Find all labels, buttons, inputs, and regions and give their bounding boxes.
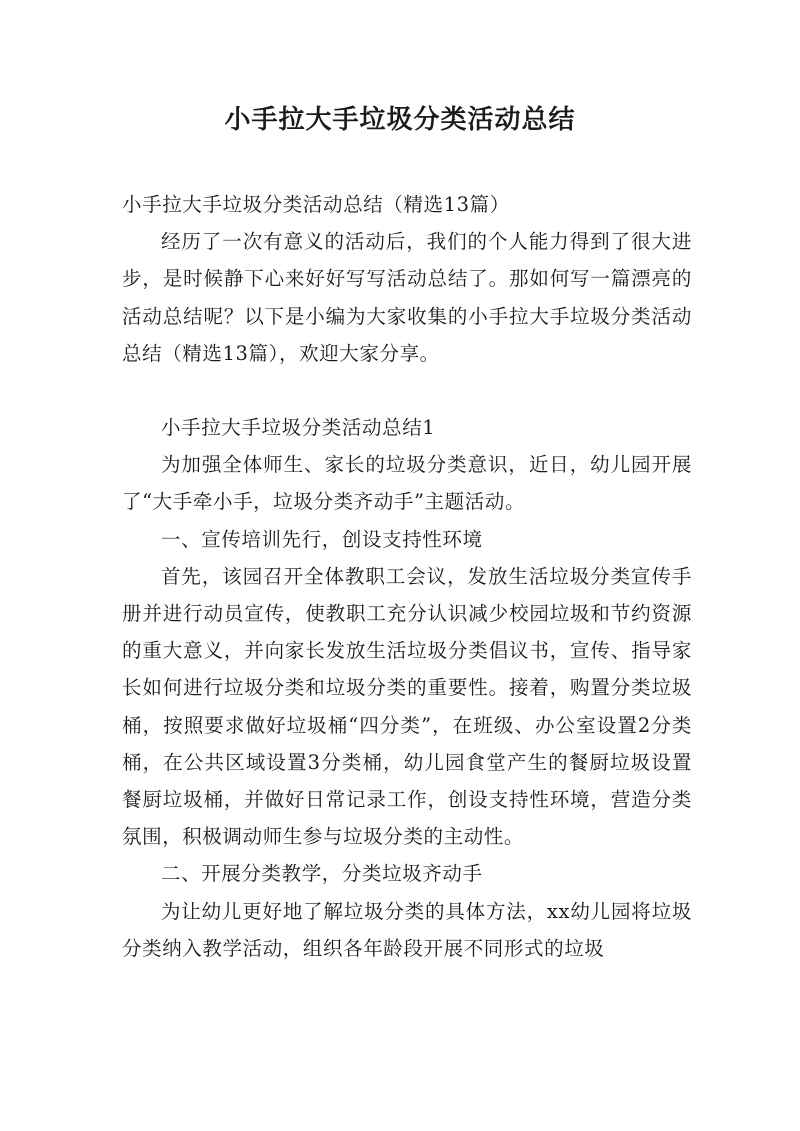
- paragraph-1: 为加强全体师生、家长的垃圾分类意识，近日，幼儿园开展了“大手牵小手，垃圾分类齐动手”主题活动。: [122, 453, 692, 514]
- paragraph-spacer: [122, 372, 692, 409]
- subheading-1: 一、宣传培训先行，创设支持性环境: [161, 527, 483, 551]
- section-heading: 小手拉大手垃圾分类活动总结1: [161, 416, 436, 440]
- document-body: [122, 186, 692, 967]
- intro-paragraph: 经历了一次有意义的活动后，我们的个人能力得到了很大进步，是时候静下心来好好写写活动总结了。那如何写一篇漂亮的活动总结呢？以下是小编为大家收集的小手拉大手垃圾分类活动总结（精选13篇），欢迎大家分享。: [122, 230, 692, 365]
- document-subtitle: 小手拉大手垃圾分类活动总结（精选13篇）: [122, 193, 510, 216]
- paragraph-2: 首先，该园召开全体教职工会议，发放生活垃圾分类宣传手册并进行动员宣传，使教职工充分认识减少校园垃圾和节约资源的重大意义，并向家长发放生活垃圾分类倡议书，宣传、指导家长如何进行垃圾分类和垃圾分类的重要性。接着，购置分类垃圾桶，按照要求做好垃圾桶“四分类”，在班级、办公室设置2分类桶，在公共区域设置3分类桶，幼儿园食堂产生的餐厨垃圾设置餐厨垃圾桶，并做好日常记录工作，创设支持性环境，营造分类氛围，积极调动师生参与垃圾分类的主动性。: [122, 564, 692, 849]
- paragraph-3: 为让幼儿更好地了解垃圾分类的具体方法，xx幼儿园将垃圾分类纳入教学活动，组织各年龄段开展不同形式的垃圾: [122, 899, 692, 960]
- subheading-2: 二、开展分类教学，分类垃圾齐动手: [161, 862, 483, 886]
- document-title: 小手拉大手垃圾分类活动总结: [224, 105, 576, 135]
